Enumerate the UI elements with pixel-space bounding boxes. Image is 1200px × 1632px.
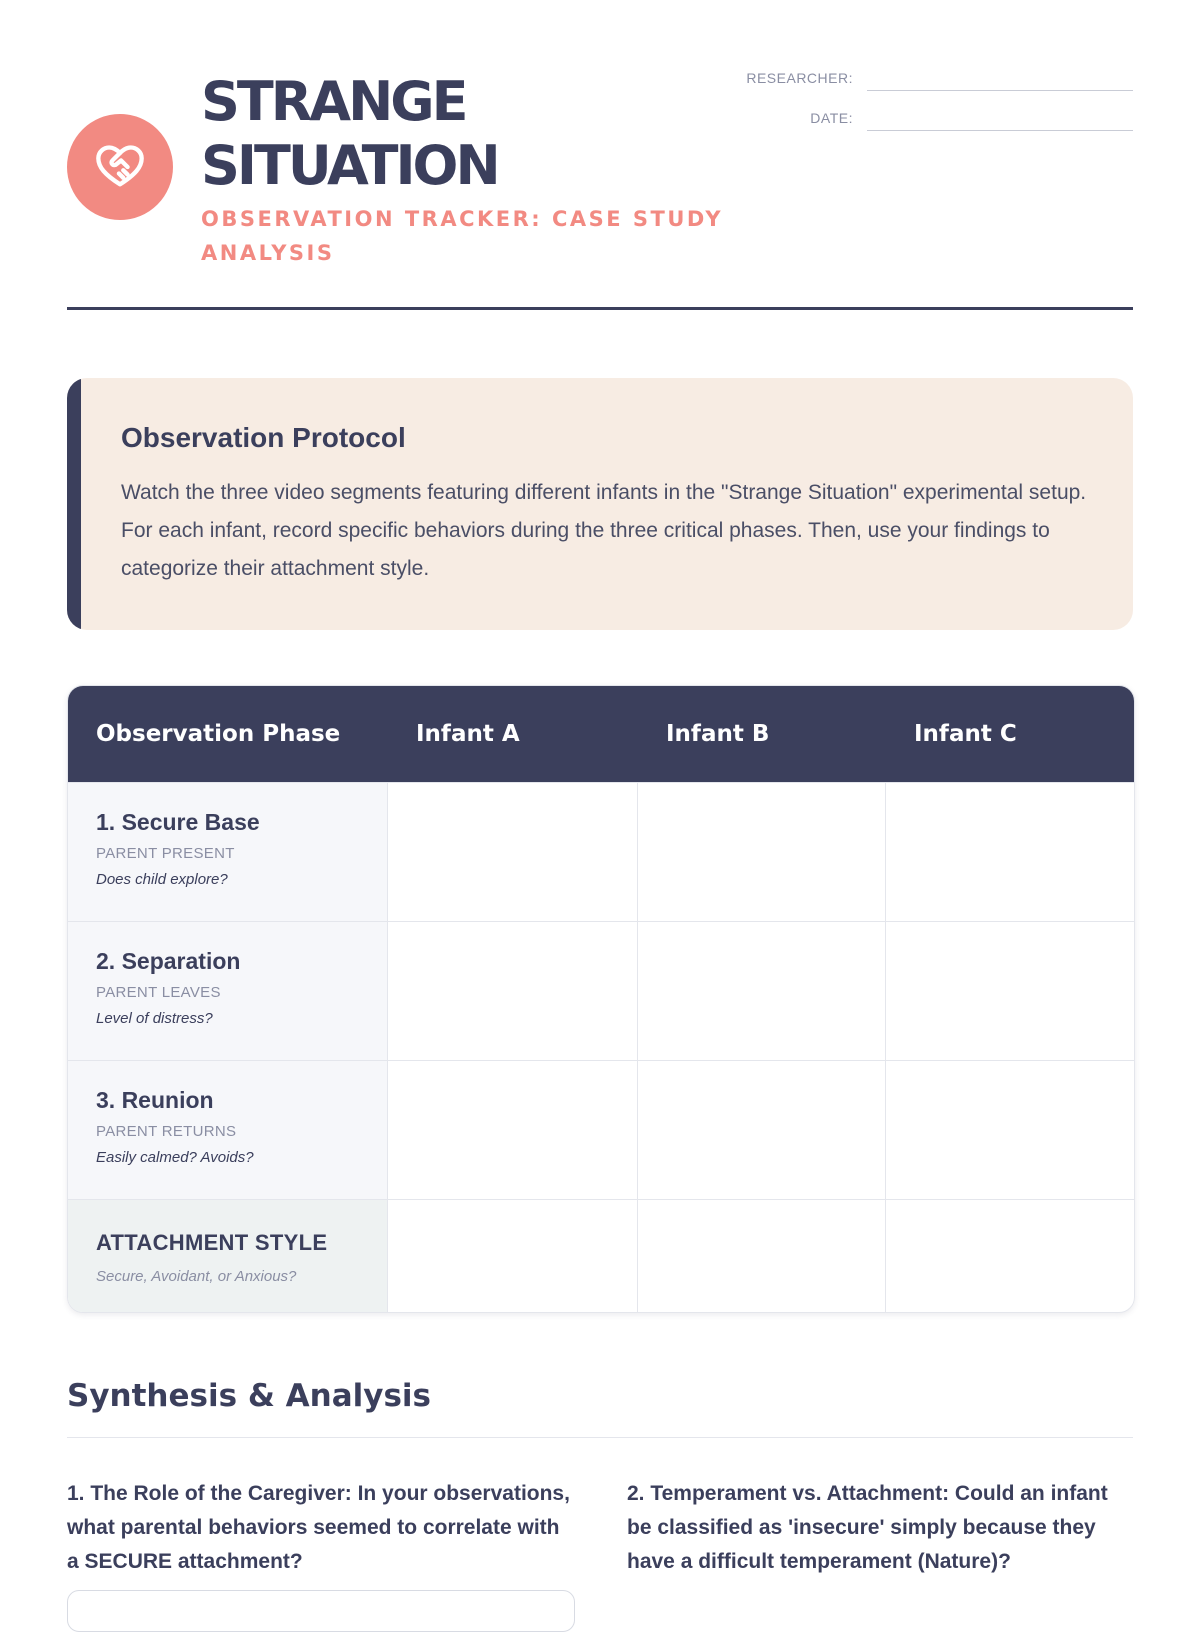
header-divider: [67, 307, 1133, 310]
date-field[interactable]: [733, 110, 1133, 138]
cell-infant-c[interactable]: [886, 1061, 1134, 1199]
cell-infant-b[interactable]: [638, 1061, 886, 1199]
row-label-cell: [68, 1061, 388, 1199]
attachment-style-row: [68, 1199, 1134, 1312]
header-infant-c: Infant C: [914, 721, 1017, 747]
phase-question: Does child explore?: [96, 871, 228, 888]
title-line-2: SITUATION: [201, 134, 498, 197]
cell-infant-c[interactable]: [886, 783, 1134, 921]
protocol-body: Watch the three video segments featuring different infants in the "Strange Situation" experimental setup. For each infant, record specific behaviors during the three critical phases. Then, use your findings to categorize their attachment style.: [121, 481, 1087, 580]
header-infant-a: Infant A: [416, 721, 520, 747]
cell-infant-b[interactable]: [638, 1200, 886, 1312]
phase-subtitle: PARENT PRESENT: [96, 845, 235, 862]
observation-table: [67, 685, 1135, 1313]
table-row: [68, 1060, 1134, 1199]
logo: [67, 114, 173, 220]
cell-infant-a[interactable]: [388, 922, 638, 1060]
synthesis-title: Synthesis & Analysis: [67, 1378, 432, 1414]
page-subtitle: OBSERVATION TRACKER: CASE STUDY ANALYSIS: [201, 207, 724, 265]
phase-question: Level of distress?: [96, 1010, 213, 1027]
header-infant-b: Infant B: [666, 721, 770, 747]
attachment-style-title: ATTACHMENT STYLE: [96, 1230, 328, 1255]
protocol-card: [67, 378, 1133, 630]
row-label-cell: [68, 922, 388, 1060]
question-2: 2. Temperament vs. Attachment: Could an infant be classified as 'insecure' simply because they have a difficult temperament (Nature)?: [627, 1482, 1108, 1573]
title-line-1: STRANGE: [201, 70, 466, 133]
cell-infant-a[interactable]: [388, 783, 638, 921]
table-header: [68, 686, 1134, 782]
date-label: DATE:: [810, 110, 853, 126]
header: [67, 70, 1133, 270]
header-phase: Observation Phase: [96, 721, 341, 747]
table-row: [68, 782, 1134, 921]
phase-title: 3. Reunion: [96, 1087, 214, 1113]
researcher-label: RESEARCHER:: [746, 70, 853, 86]
researcher-input-line[interactable]: [867, 90, 1133, 91]
phase-subtitle: PARENT LEAVES: [96, 984, 221, 1001]
date-input-line[interactable]: [867, 130, 1133, 131]
protocol-accent-bar: [67, 378, 81, 630]
page-title: [201, 70, 498, 198]
cell-infant-b[interactable]: [638, 783, 886, 921]
synthesis-divider: [67, 1437, 1133, 1438]
question-1: 1. The Role of the Caregiver: In your observations, what parental behaviors seemed to correlate with a SECURE attachment?: [67, 1482, 570, 1573]
row-label-cell: [68, 1200, 388, 1312]
cell-infant-b[interactable]: [638, 922, 886, 1060]
phase-title: 2. Separation: [96, 948, 241, 974]
attachment-style-question: Secure, Avoidant, or Anxious?: [96, 1268, 297, 1285]
answer-1-box[interactable]: [67, 1590, 575, 1632]
cell-infant-c[interactable]: [886, 1200, 1134, 1312]
cell-infant-a[interactable]: [388, 1200, 638, 1312]
cell-infant-c[interactable]: [886, 922, 1134, 1060]
cell-infant-a[interactable]: [388, 1061, 638, 1199]
protocol-title: Observation Protocol: [121, 422, 406, 453]
phase-subtitle: PARENT RETURNS: [96, 1123, 237, 1140]
heart-handshake-icon: [94, 141, 146, 193]
researcher-field[interactable]: [733, 70, 1133, 98]
row-label-cell: [68, 783, 388, 921]
phase-title: 1. Secure Base: [96, 809, 260, 835]
table-row: [68, 921, 1134, 1060]
phase-question: Easily calmed? Avoids?: [96, 1149, 254, 1166]
